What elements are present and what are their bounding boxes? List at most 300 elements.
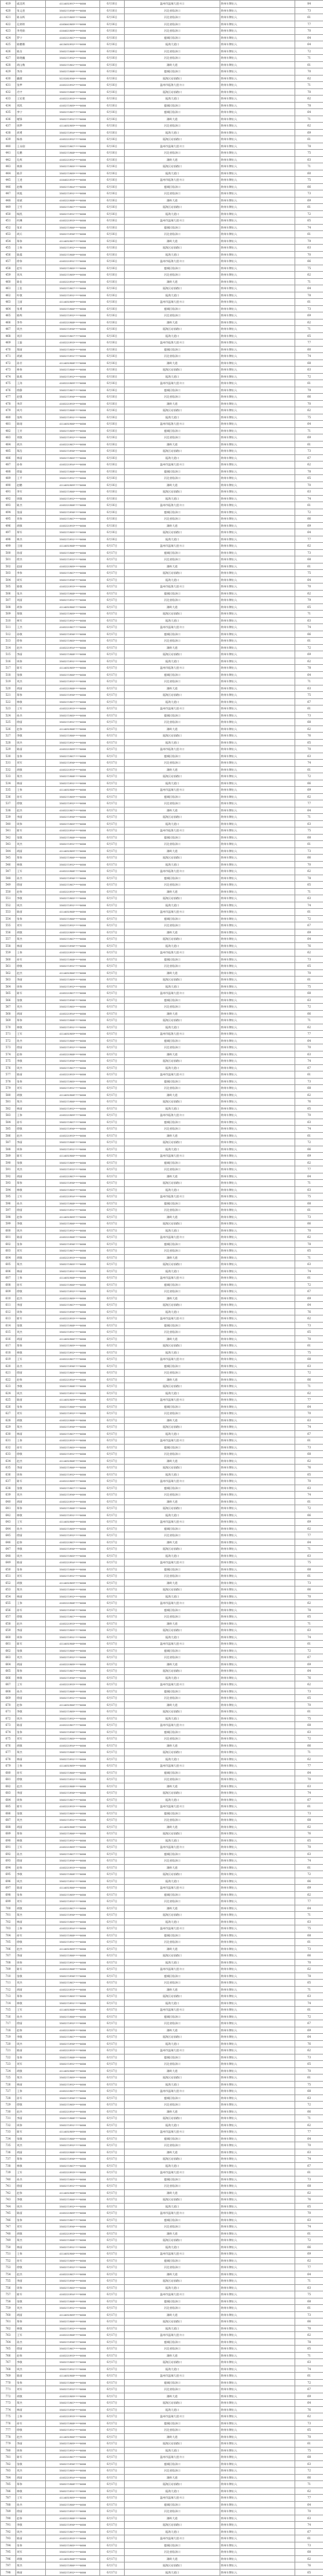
- person-name-cell: 徐伟: [16, 258, 46, 265]
- date-cell: 6月16日: [100, 536, 125, 543]
- date-cell: 6月17日: [100, 2142, 125, 2149]
- category-cell: 跨州车牌出入: [220, 2224, 295, 2231]
- score-cell: 70: [295, 969, 323, 977]
- category-cell: 跨州车牌出入: [220, 1322, 295, 1329]
- table-row: [1, 102, 323, 109]
- score-cell: 63: [295, 489, 323, 496]
- table-row: [1, 2569, 323, 2576]
- date-cell: 6月17日: [100, 2542, 125, 2549]
- table-row: [1, 1302, 323, 1309]
- person-name-cell: 胡敏: [16, 1742, 46, 1749]
- table-row: [1, 1844, 323, 1851]
- id-number-cell: 3303271985****0000: [46, 1736, 100, 1743]
- id-number-cell: 3303271985****0000: [46, 1444, 100, 1451]
- category-cell: 跨州车牌出入: [220, 2474, 295, 2481]
- row-number-cell: 600: [1, 1227, 16, 1234]
- date-cell: 6月17日: [100, 1308, 125, 1315]
- person-name-cell: 刘敏: [16, 434, 46, 441]
- location-cell: 鹿城区临泽口: [125, 915, 220, 922]
- person-name-cell: 孙丽: [16, 549, 46, 556]
- date-cell: 6月16日: [100, 292, 125, 299]
- row-number-cell: 474: [1, 373, 16, 380]
- date-cell: 6月17日: [100, 2244, 125, 2251]
- table-row: [1, 2278, 323, 2285]
- id-number-cell: 4103221988****0000: [46, 1783, 100, 1790]
- category-cell: 跨州车牌出入: [220, 651, 295, 658]
- id-number-cell: 3303271988****0000: [46, 2298, 100, 2305]
- table-row: [1, 353, 323, 360]
- table-row: [1, 1993, 323, 2000]
- person-name-cell: 徐敏: [16, 1614, 46, 1621]
- score-cell: 67: [295, 2528, 323, 2535]
- location-cell: 湖岭大道: [125, 1254, 220, 1261]
- date-cell: 6月17日: [100, 2176, 125, 2183]
- person-name-cell: 胡丽: [16, 1335, 46, 1343]
- score-cell: 69: [295, 197, 323, 204]
- row-number-cell: 756: [1, 2284, 16, 2291]
- id-number-cell: 3303271991****0000: [46, 1268, 100, 1275]
- location-cell: 温州市温瑞大道卡口: [125, 1722, 220, 1729]
- date-cell: 6月17日: [100, 1315, 125, 1323]
- row-number-cell: 677: [1, 1749, 16, 1756]
- person-name-cell: 孙杰: [16, 2338, 46, 2346]
- table-row: [1, 2400, 323, 2407]
- score-cell: 77: [295, 1397, 323, 1404]
- table-row: [1, 1051, 323, 1058]
- score-cell: 62: [295, 75, 323, 82]
- score-cell: 66: [295, 1010, 323, 1017]
- date-cell: 6月17日: [100, 2278, 125, 2285]
- row-number-cell: 772: [1, 2393, 16, 2400]
- row-number-cell: 682: [1, 1783, 16, 1790]
- person-name-cell: 张伟: [16, 1729, 46, 1736]
- location-cell: 湖岭大道: [125, 1498, 220, 1505]
- person-name-cell: 赵伟: [16, 2515, 46, 2522]
- category-cell: 跨州车牌出入: [220, 2203, 295, 2210]
- row-number-cell: 602: [1, 1241, 16, 1248]
- table-row: [1, 1457, 323, 1465]
- table-row: [1, 2013, 323, 2020]
- date-cell: 6月16日: [100, 116, 125, 123]
- table-row: [1, 1573, 323, 1580]
- person-name-cell: 徐丽: [16, 1858, 46, 1865]
- category-cell: 跨州车牌出入: [220, 1695, 295, 1702]
- id-number-cell: 4103221989****0000: [46, 1295, 100, 1302]
- row-number-cell: 438: [1, 129, 16, 136]
- score-cell: 66: [295, 183, 323, 190]
- location-cell: 瓯海区站前路口: [125, 692, 220, 699]
- row-number-cell: 785: [1, 2481, 16, 2488]
- person-name-cell: 赵杰: [16, 1620, 46, 1627]
- location-cell: 河北省临泽口: [125, 2346, 220, 2353]
- person-name-cell: 刘军: [16, 2224, 46, 2231]
- location-cell: 河北省临泽口: [125, 719, 220, 726]
- date-cell: 6月17日: [100, 2129, 125, 2136]
- person-name-cell: 林丽: [16, 942, 46, 949]
- row-number-cell: 750: [1, 2244, 16, 2251]
- score-cell: 61: [295, 638, 323, 645]
- person-name-cell: 徐敏: [16, 800, 46, 807]
- location-cell: 鹿城区临泽口: [125, 102, 220, 109]
- category-cell: 跨州车牌出入: [220, 1234, 295, 1241]
- location-cell: 鹿城区临泽口: [125, 875, 220, 882]
- id-number-cell: 3303271990****0000: [46, 1492, 100, 1499]
- table-row: [1, 1519, 323, 1526]
- category-cell: 跨州车牌出入: [220, 1248, 295, 1255]
- id-number-cell: 3303271990****0000: [46, 760, 100, 767]
- score-cell: 70: [295, 88, 323, 96]
- date-cell: 6月17日: [100, 2359, 125, 2366]
- row-number-cell: 681: [1, 1776, 16, 1783]
- date-cell: 6月17日: [100, 2366, 125, 2373]
- row-number-cell: 598: [1, 1213, 16, 1221]
- location-cell: 湖岭大道: [125, 1213, 220, 1221]
- date-cell: 6月16日: [100, 265, 125, 272]
- category-cell: 跨州车牌出入: [220, 272, 295, 279]
- location-cell: 温州市温瑞大道卡口: [125, 2413, 220, 2420]
- table-row: [1, 1498, 323, 1505]
- row-number-cell: 434: [1, 102, 16, 109]
- category-cell: 跨州车牌出入: [220, 414, 295, 421]
- person-name-cell: 孙杰: [16, 2176, 46, 2183]
- category-cell: 跨州车牌出入: [220, 2332, 295, 2339]
- row-number-cell: 531: [1, 760, 16, 767]
- location-cell: 温州市瓯海大道卡口: [125, 1193, 220, 1201]
- person-name-cell: 孙伟: [16, 461, 46, 469]
- score-cell: 74: [295, 2000, 323, 2007]
- table-row: [1, 929, 323, 936]
- score-cell: 72: [295, 2102, 323, 2109]
- score-cell: 71: [295, 427, 323, 434]
- score-cell: 61: [295, 2305, 323, 2312]
- category-cell: 跨州车牌出入: [220, 2162, 295, 2169]
- person-name-cell: 郑军: [16, 529, 46, 536]
- table-row: [1, 367, 323, 374]
- date-cell: 6月17日: [100, 1810, 125, 1817]
- category-cell: 跨州车牌出入: [220, 1, 295, 8]
- score-cell: 71: [295, 55, 323, 62]
- row-number-cell: 581: [1, 1099, 16, 1106]
- category-cell: 跨州车牌出入: [220, 1701, 295, 1709]
- date-cell: 6月17日: [100, 902, 125, 909]
- table-row: [1, 2230, 323, 2237]
- date-cell: 6月17日: [100, 2291, 125, 2298]
- category-cell: 跨州车牌出入: [220, 177, 295, 184]
- date-cell: 6月16日: [100, 156, 125, 163]
- date-cell: 6月16日: [100, 272, 125, 279]
- category-cell: 跨州车牌出入: [220, 1945, 295, 1952]
- score-cell: 65: [295, 2346, 323, 2353]
- date-cell: 6月17日: [100, 563, 125, 570]
- id-number-cell: 3303271986****0000: [46, 2135, 100, 2142]
- score-cell: 61: [295, 1641, 323, 1648]
- score-cell: 70: [295, 2067, 323, 2074]
- row-number-cell: 788: [1, 2501, 16, 2508]
- table-row: [1, 536, 323, 543]
- row-number-cell: 728: [1, 2094, 16, 2102]
- person-name-cell: 陈辉: [16, 312, 46, 319]
- date-cell: 6月17日: [100, 1552, 125, 1559]
- id-number-cell: 3303271990****0000: [46, 1180, 100, 1187]
- location-cell: 河北省临泽口: [125, 760, 220, 767]
- table-row: [1, 2535, 323, 2542]
- date-cell: 6月17日: [100, 1851, 125, 1858]
- id-number-cell: 4114031986****0000: [46, 2251, 100, 2258]
- table-row: [1, 1112, 323, 1119]
- date-cell: 6月17日: [100, 895, 125, 902]
- location-cell: 瓯海区站前路口: [125, 1343, 220, 1350]
- person-name-cell: 郑杰: [16, 1424, 46, 1431]
- score-cell: 75: [295, 150, 323, 157]
- score-cell: 77: [295, 1166, 323, 1173]
- id-number-cell: 3303271991****0000: [46, 841, 100, 848]
- id-number-cell: 3303271990****0000: [46, 875, 100, 882]
- id-number-cell: 4114031989****0000: [46, 1213, 100, 1221]
- row-number-cell: 644: [1, 1525, 16, 1532]
- person-name-cell: 孔婷婷: [16, 21, 46, 28]
- row-number-cell: 527: [1, 733, 16, 740]
- person-name-cell: 陈军: [16, 1966, 46, 1973]
- score-cell: 74: [295, 2224, 323, 2231]
- person-name-cell: 周杰: [16, 1552, 46, 1559]
- score-cell: 77: [295, 340, 323, 347]
- id-number-cell: 4103221989****0000: [46, 929, 100, 936]
- date-cell: 6月17日: [100, 1668, 125, 1675]
- score-cell: 62: [295, 725, 323, 733]
- category-cell: 跨州车牌出入: [220, 61, 295, 68]
- category-cell: 跨州车牌出入: [220, 1207, 295, 1214]
- location-cell: 温州市温瑞大道卡口: [125, 218, 220, 225]
- row-number-cell: 674: [1, 1729, 16, 1736]
- table-row: [1, 2379, 323, 2386]
- location-cell: 河北省临泽口: [125, 2183, 220, 2190]
- score-cell: 71: [295, 163, 323, 170]
- location-cell: 湖岭大道: [125, 1620, 220, 1627]
- category-cell: 跨州车牌出入: [220, 1004, 295, 1011]
- category-cell: 跨州车牌出入: [220, 197, 295, 204]
- category-cell: 跨州车牌出入: [220, 299, 295, 306]
- category-cell: 跨州车牌出入: [220, 760, 295, 767]
- category-cell: 跨州车牌出入: [220, 733, 295, 740]
- table-row: [1, 231, 323, 238]
- date-cell: 6月16日: [100, 305, 125, 312]
- id-number-cell: 3303271991****0000: [46, 1451, 100, 1458]
- date-cell: 6月16日: [100, 380, 125, 387]
- row-number-cell: 646: [1, 1539, 16, 1546]
- category-cell: 跨州车牌出入: [220, 895, 295, 902]
- id-number-cell: 3303271992****0000: [46, 2020, 100, 2027]
- category-cell: 跨州车牌出入: [220, 2522, 295, 2529]
- date-cell: 6月17日: [100, 1817, 125, 1824]
- location-cell: 湖岭大道: [125, 360, 220, 367]
- id-number-cell: 3303271989****0000: [46, 1159, 100, 1166]
- row-number-cell: 571: [1, 1031, 16, 1038]
- table-row: [1, 956, 323, 963]
- id-number-cell: 3303271987****0000: [46, 2034, 100, 2041]
- row-number-cell: 619: [1, 1356, 16, 1363]
- category-cell: 跨州车牌出入: [220, 929, 295, 936]
- score-cell: 75: [295, 1925, 323, 1932]
- table-row: [1, 1132, 323, 1139]
- person-name-cell: 李华: [16, 319, 46, 326]
- date-cell: 6月17日: [100, 2325, 125, 2332]
- person-name-cell: 郑杰: [16, 936, 46, 943]
- score-cell: 61: [295, 136, 323, 143]
- row-number-cell: 558: [1, 942, 16, 949]
- id-number-cell: 3303271985****0000: [46, 2176, 100, 2183]
- table-row: [1, 773, 323, 780]
- row-number-cell: 712: [1, 1986, 16, 1993]
- date-cell: 6月16日: [100, 34, 125, 41]
- table-row: [1, 332, 323, 340]
- category-cell: 跨州车牌出入: [220, 2135, 295, 2142]
- id-number-cell: 3303271985****0000: [46, 529, 100, 536]
- score-cell: 73: [295, 1579, 323, 1587]
- date-cell: 6月17日: [100, 1335, 125, 1343]
- id-number-cell: 3303271985****0000: [46, 1370, 100, 1377]
- table-row: [1, 1261, 323, 1268]
- date-cell: 6月17日: [100, 644, 125, 651]
- id-number-cell: 4103221988****0000: [46, 197, 100, 204]
- table-row: [1, 516, 323, 523]
- date-cell: 6月16日: [100, 434, 125, 441]
- location-cell: 湖岭大道: [125, 522, 220, 529]
- category-cell: 跨州车牌出入: [220, 502, 295, 509]
- score-cell: 66: [295, 1221, 323, 1228]
- date-cell: 6月16日: [100, 468, 125, 475]
- id-number-cell: 4103221993****0000: [46, 1498, 100, 1505]
- row-number-cell: 669: [1, 1695, 16, 1702]
- id-number-cell: 3303271987****0000: [46, 1796, 100, 1803]
- id-number-cell: 3303271992****0000: [46, 556, 100, 563]
- date-cell: 6月17日: [100, 1858, 125, 1865]
- date-cell: 6月17日: [100, 1064, 125, 1071]
- location-cell: 河北省临泽口: [125, 2468, 220, 2475]
- id-number-cell: 4114031988****0000: [46, 1275, 100, 1282]
- person-name-cell: 郑敏: [16, 611, 46, 618]
- person-name-cell: 胡山梅: [16, 61, 46, 68]
- score-cell: 63: [295, 2515, 323, 2522]
- score-cell: 61: [295, 1343, 323, 1350]
- location-cell: 瓯海区站前路口: [125, 448, 220, 455]
- date-cell: 6月17日: [100, 1031, 125, 1038]
- row-number-cell: 719: [1, 2034, 16, 2041]
- id-number-cell: 4103221989****0000: [46, 380, 100, 387]
- score-cell: 62: [295, 1159, 323, 1166]
- row-number-cell: 601: [1, 1234, 16, 1241]
- row-number-cell: 709: [1, 1966, 16, 1973]
- person-name-cell: 王军: [16, 2495, 46, 2502]
- category-cell: 跨州车牌出入: [220, 2400, 295, 2407]
- row-number-cell: 587: [1, 1139, 16, 1146]
- table-row: [1, 1390, 323, 1397]
- table-row: [1, 502, 323, 509]
- location-cell: 鹿城区临泽口: [125, 1525, 220, 1532]
- person-name-cell: 赵伟: [16, 1701, 46, 1709]
- date-cell: 6月17日: [100, 1471, 125, 1478]
- category-cell: 跨州车牌出入: [220, 183, 295, 190]
- person-name-cell: 戴健: [16, 75, 46, 82]
- score-cell: 73: [295, 1444, 323, 1451]
- row-number-cell: 686: [1, 1810, 16, 1817]
- score-cell: 66: [295, 2318, 323, 2326]
- id-number-cell: 3303271987****0000: [46, 1119, 100, 1126]
- id-number-cell: 4103221993****0000: [46, 1803, 100, 1810]
- date-cell: 6月16日: [100, 75, 125, 82]
- id-number-cell: 3303271985****0000: [46, 1004, 100, 1011]
- location-cell: 瓯海区站前路口: [125, 2034, 220, 2041]
- location-cell: 温州市温瑞大道卡口: [125, 1397, 220, 1404]
- date-cell: 6月16日: [100, 332, 125, 340]
- location-cell: 瓯海大道口: [125, 1146, 220, 1153]
- location-cell: 温州市温瑞大道卡口: [125, 2251, 220, 2258]
- location-cell: 河北省临泽口: [125, 150, 220, 157]
- id-number-cell: 4114031986****0000: [46, 969, 100, 977]
- category-cell: 跨州车牌出入: [220, 1688, 295, 1695]
- location-cell: 瓯海大道口: [125, 2284, 220, 2291]
- id-number-cell: 3303271992****0000: [46, 1593, 100, 1600]
- score-cell: 69: [295, 312, 323, 319]
- location-cell: 河北省临泽口: [125, 841, 220, 848]
- date-cell: 6月17日: [100, 820, 125, 827]
- table-row: [1, 305, 323, 312]
- row-number-cell: 733: [1, 2129, 16, 2136]
- date-cell: 6月17日: [100, 1776, 125, 1783]
- location-cell: 温州市温瑞大道卡口: [125, 543, 220, 550]
- table-row: [1, 1796, 323, 1803]
- row-number-cell: 740: [1, 2176, 16, 2183]
- row-number-cell: 763: [1, 2332, 16, 2339]
- row-number-cell: 713: [1, 1993, 16, 2000]
- category-cell: 跨州车牌出入: [220, 807, 295, 814]
- date-cell: 6月17日: [100, 1193, 125, 1201]
- category-cell: 跨州车牌出入: [220, 1600, 295, 1607]
- table-row: [1, 475, 323, 482]
- score-cell: 74: [295, 2156, 323, 2163]
- score-cell: 61: [295, 1071, 323, 1079]
- category-cell: 跨州车牌出入: [220, 346, 295, 353]
- id-number-cell: 3303271987****0000: [46, 1485, 100, 1492]
- id-number-cell: 4114031986****0000: [46, 1153, 100, 1160]
- location-cell: 瓯海大道口: [125, 2528, 220, 2535]
- date-cell: 6月17日: [100, 705, 125, 713]
- category-cell: 跨州车牌出入: [220, 2074, 295, 2082]
- date-cell: 6月16日: [100, 210, 125, 218]
- category-cell: 跨州车牌出入: [220, 1180, 295, 1187]
- row-number-cell: 446: [1, 183, 16, 190]
- row-number-cell: 762: [1, 2325, 16, 2332]
- row-number-cell: 717: [1, 2020, 16, 2027]
- id-number-cell: 3303271990****0000: [46, 1674, 100, 1681]
- location-cell: 鹿城区临泽口: [125, 2216, 220, 2224]
- score-cell: 63: [295, 2359, 323, 2366]
- row-number-cell: 484: [1, 441, 16, 448]
- location-cell: 湖岭大道: [125, 2189, 220, 2196]
- score-cell: 61: [295, 14, 323, 21]
- location-cell: 河北省临泽口: [125, 1736, 220, 1743]
- id-number-cell: 3303271992****0000: [46, 373, 100, 380]
- table-row: [1, 1356, 323, 1363]
- row-number-cell: 468: [1, 332, 16, 340]
- id-number-cell: 4103041989****0000: [46, 21, 100, 28]
- date-cell: 6月16日: [100, 88, 125, 96]
- row-number-cell: 718: [1, 2027, 16, 2034]
- table-row: [1, 238, 323, 245]
- category-cell: 跨州车牌出入: [220, 671, 295, 678]
- row-number-cell: 511: [1, 624, 16, 631]
- row-number-cell: 479: [1, 407, 16, 414]
- location-cell: 河北省临泽口: [125, 1410, 220, 1417]
